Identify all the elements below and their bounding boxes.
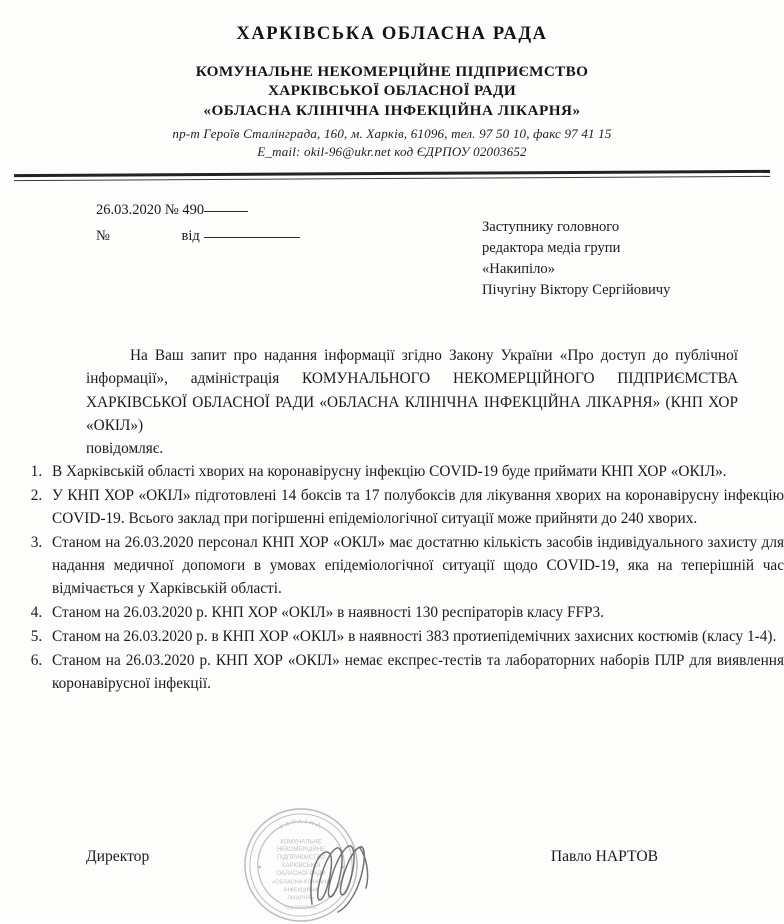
addressee-block xyxy=(482,199,744,300)
org-address-line: пр-т Героїв Сталінграда, 160, м. Харків, 61096, тел. 97 50 10, факс 97 41 15 xyxy=(172,126,612,142)
svg-text:«ОБЛАСНА КЛІНІЧНА: «ОБЛАСНА КЛІНІЧНА xyxy=(271,879,331,886)
reference-and-addressee-row xyxy=(0,199,784,300)
svg-text:НЕКОМЕРЦІЙНЕ: НЕКОМЕРЦІЙНЕ xyxy=(276,847,326,854)
svg-text:ОБЛАСНОЇ РАДИ: ОБЛАСНОЇ РАДИ xyxy=(276,870,326,877)
list-item: 6. Станом на 26.03.2020 р. КНП ХОР «ОКІЛ» немає експрес-тестів та лабораторних наборів ПЛР для виявлення коронавірусної інфекції. xyxy=(46,650,784,696)
list-item: 4. Станом на 26.03.2020 р. КНП ХОР «ОКІЛ» в наявності 130 респіраторів класу FFP3. xyxy=(46,602,784,625)
reference-number-symbol: № xyxy=(164,202,179,219)
org-title-line-2: ХАРКІВСЬКОЇ ОБЛАСНОЇ РАДИ xyxy=(267,82,517,100)
list-item: 5. Станом на 26.03.2020 р. в КНП ХОР «ОКІЛ» в наявності 383 протиепідемічних захисних костюмів (класу 1-4). xyxy=(46,626,784,649)
body-intro-paragraph: На Ваш запит про надання інформації згідно Закону України «Про доступ до публічної інформації», адміністрація КОМУНАЛЬНОГО НЕКОМЕРЦІЙНОГО ПІДПРИЄМСТВА ХАРКІВСЬКОЇ ОБЛАСНОЇ РАДИ «ОБЛАСНА КЛІНІЧНА ІНФЕКЦІЙНА ЛІКАРНЯ» (КНП ХОР «ОКІЛ») xyxy=(86,347,738,434)
divider-thin-line xyxy=(14,176,770,181)
list-item: 3. Станом на 26.03.2020 персонал КНП ХОР «ОКІЛ» має достатню кількість засобів індивідуального захисту для надання медичної допомоги в умовах епідеміологічної ситуації щодо COVID-19, яка на теперішній час відмічається у Харківській області. xyxy=(46,532,784,601)
addressee-line-3: «Накипіло» xyxy=(482,260,555,277)
handwritten-signature-icon xyxy=(300,826,410,916)
list-item: 2. У КНП ХОР «ОКІЛ» підготовлені 14 боксів та 17 полубоксів для лікування хворих на коронавірусну інфекцію COVID-19. Всього заклад при погіршенні епідеміологічної ситуації може прийняти до 240 хворих. xyxy=(46,485,784,531)
svg-text:ХАРКІВСЬКОЇ: ХАРКІВСЬКОЇ xyxy=(281,862,321,869)
svg-text:УКРАЇНА: УКРАЇНА xyxy=(278,818,324,831)
reference-date: 26.03.2020 xyxy=(96,202,162,219)
org-email-line: E_mail: okil-96@ukr.net код ЄДРПОУ 02003652 xyxy=(257,144,527,160)
svg-text:КОМУНАЛЬНЕ: КОМУНАЛЬНЕ xyxy=(280,839,322,846)
signatory-title: Директор xyxy=(86,848,150,865)
list-item: 1. В Харківській області хворих на коронавірусну інфекцію COVID-19 буде приймати КНП ХОР «ОКІЛ». xyxy=(46,461,784,484)
organization-title-block xyxy=(0,62,784,120)
reference-number: 490 xyxy=(182,202,205,219)
svg-text:код 02003652: код 02003652 xyxy=(285,905,317,911)
signature-row xyxy=(86,848,738,866)
svg-text:ЛІКАРНЯ»: ЛІКАРНЯ» xyxy=(287,895,315,902)
reference-date-line xyxy=(96,199,396,221)
org-title-line-1: КОМУНАЛЬНЕ НЕКОМЕРЦІЙНЕ ПІДПРИЄМСТВО xyxy=(195,63,589,80)
numbered-item-list xyxy=(0,461,784,695)
header-divider xyxy=(14,169,770,183)
addressee-line-4: Пічугіну Віктору Сергійовичу xyxy=(482,281,671,298)
incoming-from-label: від xyxy=(181,227,200,244)
body-intro-closing: повідомляє. xyxy=(86,440,164,458)
council-title: ХАРКІВСЬКА ОБЛАСНА РАДА xyxy=(236,24,548,44)
incoming-date-blank xyxy=(204,237,300,238)
org-title-line-3: «ОБЛАСНА КЛІНІЧНА ІНФЕКЦІЙНА ЛІКАРНЯ» xyxy=(203,101,581,119)
letter-body xyxy=(0,344,784,460)
reference-number-blank xyxy=(204,211,248,212)
addressee-line-2: редактора медіа групи xyxy=(482,240,621,257)
reference-block xyxy=(96,199,396,247)
svg-text:ІНФЕКЦІЙНА: ІНФЕКЦІЙНА xyxy=(283,887,319,894)
reference-incoming-line xyxy=(96,225,396,247)
svg-text:ПІДПРИЄМСТВО: ПІДПРИЄМСТВО xyxy=(276,855,326,862)
incoming-number-label: № xyxy=(96,227,110,244)
addressee-line-1: Заступнику головного xyxy=(482,219,620,236)
signatory-name: Павло НАРТОВ xyxy=(550,848,658,865)
letterhead xyxy=(0,0,784,160)
